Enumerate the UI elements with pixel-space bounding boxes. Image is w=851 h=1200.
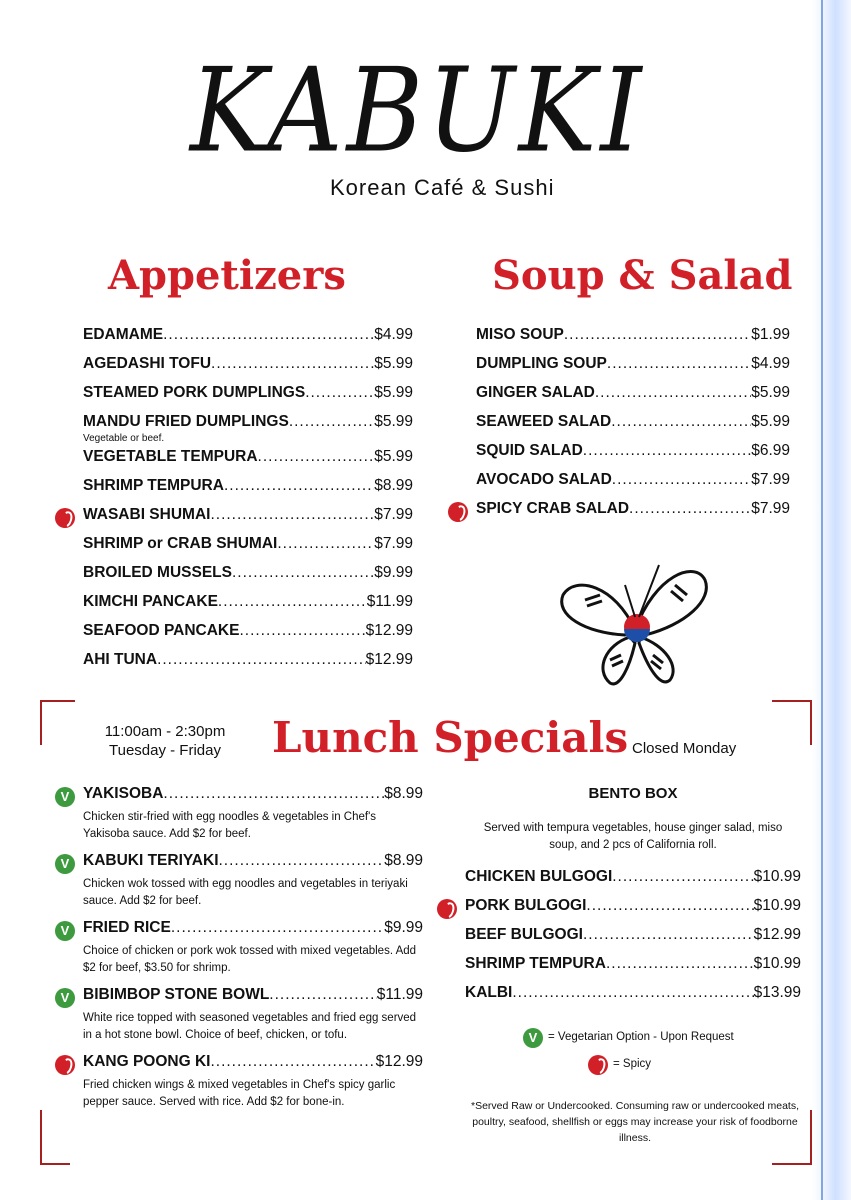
menu-item (83, 593, 413, 622)
menu-item-price: $8.99 (374, 477, 413, 494)
dot-leader (210, 506, 374, 524)
menu-item-price: $4.99 (374, 326, 413, 343)
legend-vegetarian: = Vegetarian Option - Upon Request (548, 1031, 734, 1043)
dot-leader (269, 986, 376, 1004)
menu-item-price: $8.99 (384, 785, 423, 802)
menu-item-name: FRIED RICE (83, 919, 171, 936)
closed-notice: Closed Monday (632, 740, 737, 757)
menu-item-name: SEAWEED SALAD (476, 413, 612, 430)
decorative-bracket (772, 1163, 812, 1165)
menu-item-price: $12.99 (365, 651, 413, 668)
menu-item-name: VEGETABLE TEMPURA (83, 448, 258, 465)
menu-item-price: $13.99 (753, 984, 801, 1001)
decorative-bracket (810, 1110, 812, 1165)
dot-leader (583, 926, 754, 944)
dot-leader (611, 413, 751, 431)
menu-item-price: $8.99 (384, 852, 423, 869)
menu-item (60, 919, 423, 948)
menu-item (476, 384, 790, 413)
lunch-specials-heading: Lunch Specials (272, 713, 629, 762)
menu-item-price: $5.99 (374, 413, 413, 430)
menu-item-price: $7.99 (751, 471, 790, 488)
dot-leader (629, 500, 751, 518)
menu-item-name: AGEDASHI TOFU (83, 355, 212, 372)
dot-leader (232, 564, 374, 582)
menu-item (476, 442, 790, 471)
menu-item-description: Fried chicken wings & mixed vegetables in Chef's spicy garlic pepper sauce. Served with rice. Add $2 for bone-in. (83, 1079, 396, 1108)
menu-item-price: $5.99 (374, 355, 413, 372)
menu-item (83, 413, 413, 442)
menu-item (60, 785, 423, 814)
menu-item-price: $11.99 (366, 593, 413, 610)
soup-salad-heading: Soup & Salad (492, 252, 793, 299)
menu-item-price: $9.99 (374, 564, 413, 581)
menu-item (60, 852, 423, 881)
menu-item-price: $12.99 (365, 622, 413, 639)
dot-leader (606, 955, 754, 973)
menu-item (465, 897, 801, 926)
menu-item-name: SHRIMP TEMPURA (83, 477, 224, 494)
brand-tagline: Korean Café & Sushi (330, 175, 555, 200)
menu-item-name: BEEF BULGOGI (465, 926, 583, 943)
menu-item-name: MANDU FRIED DUMPLINGS (83, 413, 289, 430)
dot-leader (586, 897, 753, 915)
dot-leader (163, 785, 384, 803)
menu-item-note: Vegetable or beef. (83, 433, 165, 444)
appetizers-heading: Appetizers (108, 252, 346, 299)
menu-item (60, 986, 423, 1015)
lunch-hours-block (100, 722, 230, 760)
menu-item-price: $5.99 (374, 448, 413, 465)
spicy-icon (588, 1055, 608, 1075)
dot-leader (219, 852, 385, 870)
menu-item-price: $12.99 (753, 926, 801, 943)
menu-item-name: KIMCHI PANCAKE (83, 593, 218, 610)
menu-item-price: $1.99 (751, 326, 790, 343)
menu-item-name: KANG POONG KI (83, 1053, 211, 1070)
menu-item (83, 535, 413, 564)
dot-leader (277, 535, 374, 553)
vegetarian-icon: V (55, 787, 75, 807)
lunch-hours: 11:00am - 2:30pm (104, 723, 226, 740)
lunch-specials-list (60, 785, 423, 1120)
menu-item-name: WASABI SHUMAI (83, 506, 211, 523)
spicy-icon (437, 899, 457, 919)
dot-leader (612, 868, 753, 886)
menu-item-price: $7.99 (374, 506, 413, 523)
vegetarian-icon: V (55, 921, 75, 941)
menu-item (83, 448, 413, 477)
butterfly-illustration (555, 555, 715, 695)
menu-item (465, 868, 801, 897)
soup-salad-list (476, 326, 790, 529)
dot-leader (258, 448, 375, 466)
menu-item-price: $9.99 (384, 919, 423, 936)
legend-spicy: = Spicy (613, 1058, 652, 1070)
bento-heading: BENTO BOX (588, 785, 678, 802)
menu-item-name: SQUID SALAD (476, 442, 583, 459)
menu-item (83, 384, 413, 413)
menu-item-name: KABUKI TERIYAKI (83, 852, 219, 869)
appetizers-list (83, 326, 413, 680)
decorative-bracket (40, 1110, 42, 1165)
menu-item (476, 326, 790, 355)
menu-item (83, 506, 413, 535)
menu-item (476, 500, 790, 529)
dot-leader (612, 471, 751, 489)
menu-item-price: $12.99 (375, 1053, 423, 1070)
brand-logo: KABUKI (190, 41, 646, 179)
dot-leader (583, 442, 751, 460)
dot-leader (595, 384, 751, 402)
menu-item-name: AVOCADO SALAD (476, 471, 612, 488)
menu-item-name: SHRIMP or CRAB SHUMAI (83, 535, 278, 552)
menu-item-price: $11.99 (376, 986, 423, 1003)
menu-item (83, 355, 413, 384)
menu-item-price: $5.99 (374, 384, 413, 401)
dot-leader (210, 1053, 375, 1071)
menu-item-description: Chicken wok tossed with egg noodles and vegetables in teriyaki sauce. Add $2 for beef. (83, 878, 408, 907)
raw-food-disclaimer: *Served Raw or Undercooked. Consuming raw or undercooked meats, poultry, seafood, shellfish or eggs may increase your risk of foodborne illness. (471, 1100, 799, 1144)
menu-item-price: $6.99 (751, 442, 790, 459)
menu-item (476, 413, 790, 442)
menu-item-price: $10.99 (753, 955, 801, 972)
spicy-icon (55, 508, 75, 528)
menu-item (83, 1053, 423, 1082)
menu-item (476, 355, 790, 384)
menu-item (83, 651, 413, 680)
menu-item-name: GINGER SALAD (476, 384, 595, 401)
menu-item-price: $4.99 (751, 355, 790, 372)
dot-leader (289, 413, 374, 431)
menu-item-name: YAKISOBA (83, 785, 164, 802)
menu-item-price: $10.99 (753, 868, 801, 885)
bento-list (465, 868, 801, 1013)
vegetarian-icon: V (55, 988, 75, 1008)
spicy-icon (448, 502, 468, 522)
lunch-days: Tuesday - Friday (109, 742, 221, 759)
menu-item-description: White rice topped with seasoned vegetables and fried egg served in a hot stone bowl. Choice of beef, chicken, or tofu. (83, 1012, 417, 1041)
menu-item-name: EDAMAME (83, 326, 164, 343)
menu-item (465, 926, 801, 955)
dot-leader (171, 919, 384, 937)
decorative-bracket (40, 1163, 70, 1165)
menu-item-name: PORK BULGOGI (465, 897, 587, 914)
dot-leader (512, 984, 753, 1002)
dot-leader (224, 477, 374, 495)
vegetarian-icon: V (55, 854, 75, 874)
menu-item-name: MISO SOUP (476, 326, 564, 343)
spicy-icon (55, 1055, 75, 1075)
menu-item-name: BIBIMBOP STONE BOWL (83, 986, 270, 1003)
dot-leader (163, 326, 374, 344)
menu-item (83, 326, 413, 355)
dot-leader (218, 593, 367, 611)
dot-leader (157, 651, 366, 669)
menu-item-name: SHRIMP TEMPURA (465, 955, 606, 972)
vegetarian-icon: V (523, 1028, 543, 1048)
menu-item-price: $7.99 (751, 500, 790, 517)
menu-item (83, 564, 413, 593)
menu-item-description: Chicken stir-fried with egg noodles & vegetables in Chef's Yakisoba sauce. Add $2 for beef. (83, 811, 377, 840)
menu-item-price: $10.99 (753, 897, 801, 914)
menu-item-description: Choice of chicken or pork wok tossed with mixed vegetables. Add $2 for beef, $3.50 for shrimp. (83, 945, 417, 974)
bento-description: Served with tempura vegetables, house ginger salad, miso soup, and 2 pcs of California roll. (483, 822, 783, 851)
page-edge-decoration (812, 0, 851, 1200)
menu-item (476, 471, 790, 500)
dot-leader (239, 622, 365, 640)
dot-leader (211, 355, 374, 373)
menu-item-name: STEAMED PORK DUMPLINGS (83, 384, 306, 401)
menu-item (83, 477, 413, 506)
menu-item-price: $5.99 (751, 413, 790, 430)
menu-item-name: SPICY CRAB SALAD (476, 500, 630, 517)
menu-item-name: AHI TUNA (83, 651, 158, 668)
menu-item-name: KALBI (465, 984, 513, 1001)
decorative-bracket (40, 700, 42, 745)
menu-item (465, 984, 801, 1013)
dot-leader (305, 384, 374, 402)
menu-item-name: SEAFOOD PANCAKE (83, 622, 240, 639)
menu-item-name: BROILED MUSSELS (83, 564, 232, 581)
decorative-bracket (40, 700, 75, 702)
menu-item (83, 622, 413, 651)
decorative-bracket (810, 700, 812, 745)
decorative-bracket (772, 700, 812, 702)
dot-leader (564, 326, 751, 344)
menu-item-name: CHICKEN BULGOGI (465, 868, 613, 885)
dot-leader (607, 355, 751, 373)
menu-item (465, 955, 801, 984)
menu-item-price: $5.99 (751, 384, 790, 401)
menu-item-price: $7.99 (374, 535, 413, 552)
menu-item-name: DUMPLING SOUP (476, 355, 607, 372)
